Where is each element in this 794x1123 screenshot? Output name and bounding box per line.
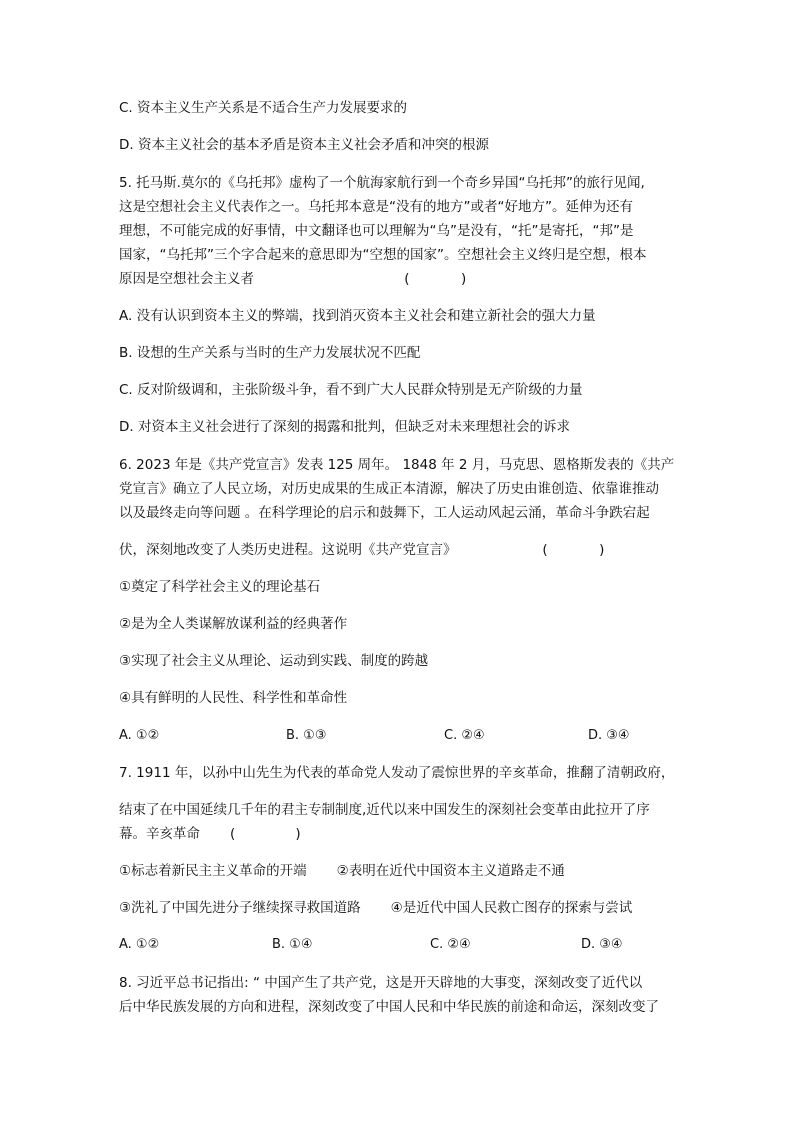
q7-statements-1-2: ①标志着新民主主义革命的开端 ②表明在近代中国资本主义道路走不通 [119,863,565,879]
q5-stem-line-1: 5. 托马斯.莫尔的《乌托邦》虚构了一个航海家航行到一个奇乡异国“乌托邦”的旅行见闻, [119,175,645,191]
q6-stem-line-4: 伏，深刻地改变了人类历史进程。这说明《共产党宣言》 ( ) [119,542,605,558]
q5-stem-line-2: 这是空想社会主义代表作之一。乌托邦本意是“没有的地方”或者“好地方”。延伸为还有 [119,199,633,215]
q7-option-a: A. ①② [119,937,160,952]
q7-option-b: B. ①④ [272,937,313,952]
q5-option-c: C. 反对阶级调和，主张阶级斗争，看不到广大人民群众特别是无产阶级的力量 [119,382,583,398]
q7-option-c: C. ②④ [430,937,471,952]
q4-option-c: C. 资本主义生产关系是不适合生产力发展要求的 [119,100,408,116]
q7-stem-line-2: 结束了在中国延续几千年的君主专制制度,近代以来中国发生的深刻社会变革由此拉开了序 [119,802,650,818]
q6-statement-2: ②是为全人类谋解放谋利益的经典著作 [119,616,348,632]
q7-stem-line-3: 幕。辛亥革命 ( ) [119,826,301,842]
q6-option-c: C. ②④ [444,728,485,743]
q6-statement-1: ①奠定了科学社会主义的理论基石 [119,579,321,595]
q6-stem-line-1: 6. 2023 年是《共产党宣言》发表 125 周年。 1848 年 2 月，马克思、恩格斯发表的《共产 [119,457,675,473]
q6-statement-4: ④具有鲜明的人民性、科学性和革命性 [119,690,348,706]
q5-stem-line-3: 理想，不可能完成的好事情，中文翻译也可以理解为“乌”是没有，“托”是寄托，“邦”是 [119,223,634,239]
q8-stem-line-1: 8. 习近平总书记指出: “ 中国产生了共产党，这是开天辟地的大事变，深刻改变了近代以 [119,975,643,991]
q6-option-b: B. ①③ [286,728,327,743]
q7-stem-line-1: 7. 1911 年，以孙中山先生为代表的革命党人发动了震惊世界的辛亥革命，推翻了清朝政府， [119,765,675,781]
q7-statements-3-4: ③洗礼了中国先进分子继续探寻救国道路 ④是近代中国人民救亡图存的探索与尝试 [119,900,633,916]
q5-stem-line-5: 原因是空想社会主义者 ( ) [119,271,467,287]
q5-option-a: A. 没有认识到资本主义的弊端，找到消灭资本主义社会和建立新社会的强大力量 [119,308,596,324]
q6-stem-line-2: 党宣言》确立了人民立场，对历史成果的生成正本清源，解决了历史由谁创造、依靠谁推动 [119,481,659,497]
q6-option-a: A. ①② [119,728,160,743]
q7-option-d: D. ③④ [581,937,623,952]
q6-stem-line-3: 以及最终走向等问题 。在科学理论的启示和鼓舞下，工人运动风起云涌，革命斗争跌宕起 [119,505,650,521]
q5-stem-line-4: 国家，“乌托邦”三个字合起来的意思即为“空想的国家”。空想社会主义终归是空想，根本 [119,247,647,263]
q4-option-d: D. 资本主义社会的基本矛盾是资本主义社会矛盾和冲突的根源 [119,137,489,153]
q6-statement-3: ③实现了社会主义从理论、运动到实践、制度的跨越 [119,653,429,669]
q5-option-b: B. 设想的生产关系与当时的生产力发展状况不匹配 [119,345,421,361]
q6-option-d: D. ③④ [588,728,630,743]
q8-stem-line-2: 后中华民族发展的方向和进程，深刻改变了中国人民和中华民族的前途和命运，深刻改变了 [119,999,659,1015]
q5-option-d: D. 对资本主义社会进行了深刻的揭露和批判，但缺乏对未来理想社会的诉求 [119,419,570,435]
